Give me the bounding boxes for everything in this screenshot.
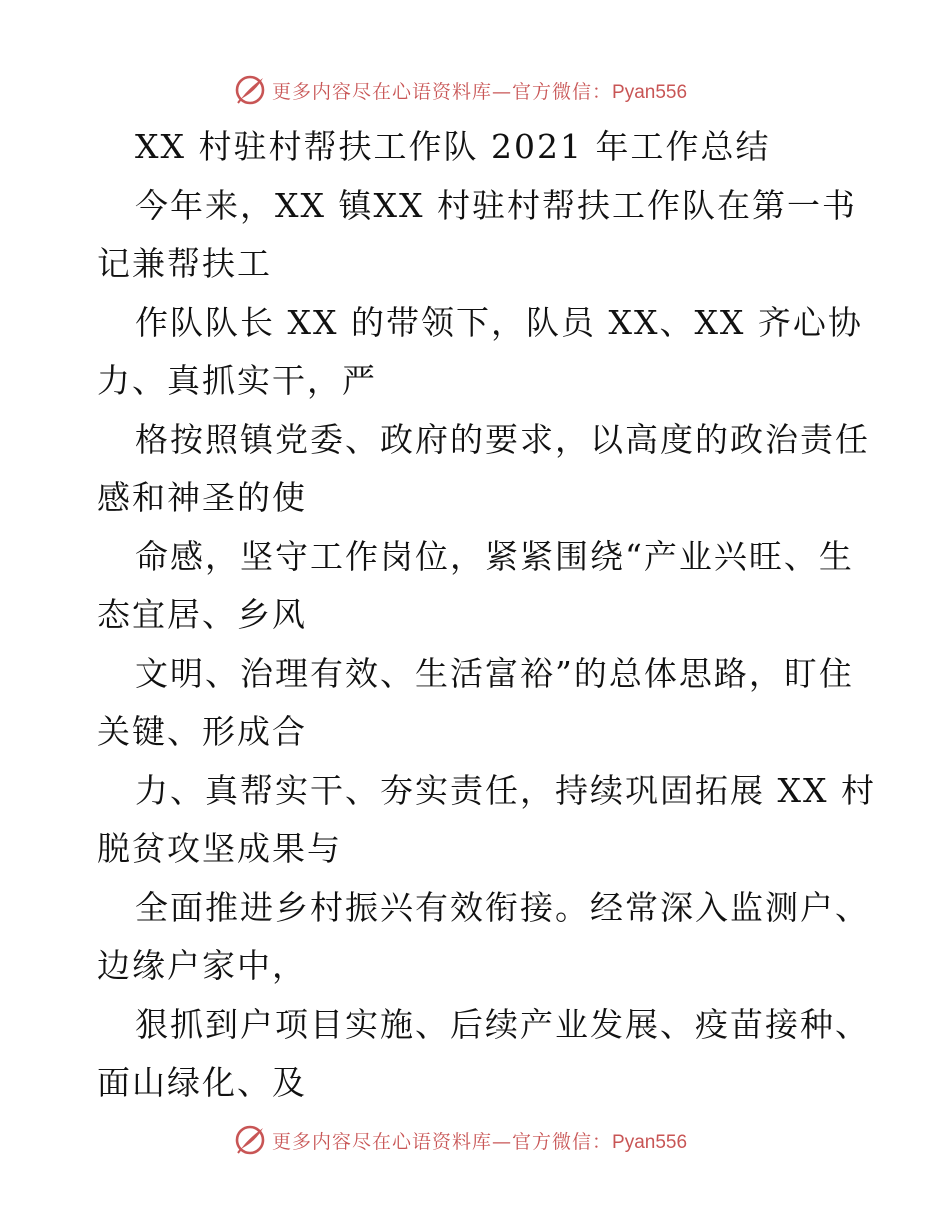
paragraph-line: 记兼帮扶工 xyxy=(97,244,272,283)
paragraph-line: 命感，坚守工作岗位，紧紧围绕“产业兴旺、生 xyxy=(135,536,854,576)
paragraph-line: 态宜居、乡风 xyxy=(97,595,307,634)
footer-watermark xyxy=(232,1120,687,1160)
watermark-text: 更多内容尽在心语资料库—官方微信：Pyan556 xyxy=(272,1130,688,1153)
watermark-text: 更多内容尽在心语资料库—官方微信：Pyan556 xyxy=(272,80,688,103)
paragraph-line: 面山绿化、及 xyxy=(97,1063,307,1102)
paragraph-line: 全面推进乡村振兴有效衔接。经常深入监测户、 xyxy=(135,887,870,927)
paragraph-line: 作队队长 XX 的带领下，队员 XX、XX 齐心协 xyxy=(135,302,863,342)
paragraph-line: 感和神圣的使 xyxy=(97,478,307,517)
document-body xyxy=(97,118,876,1113)
paragraph-line: 边缘户家中， xyxy=(97,946,307,985)
quill-circle-logo-icon xyxy=(232,72,268,108)
paragraph-line: 力、真抓实干，严 xyxy=(97,361,377,400)
paragraph-line: 力、真帮实干、夯实责任，持续巩固拓展 XX 村 xyxy=(135,770,876,810)
paragraph-line: 脱贫攻坚成果与 xyxy=(97,829,342,868)
paragraph-line: 狠抓到户项目实施、后续产业发展、疫苗接种、 xyxy=(135,1004,870,1044)
paragraph-line: 今年来，XX 镇XX 村驻村帮扶工作队在第一书 xyxy=(135,185,857,225)
paragraph-line: 格按照镇党委、政府的要求，以高度的政治责任 xyxy=(135,419,870,459)
paragraph-line: 文明、治理有效、生活富裕”的总体思路，盯住 xyxy=(135,653,854,693)
quill-circle-logo-icon xyxy=(232,1122,268,1158)
paragraph-line: 关键、形成合 xyxy=(97,712,307,751)
header-watermark xyxy=(232,70,687,110)
document-title: XX 村驻村帮扶工作队 2021 年工作总结 xyxy=(135,127,771,166)
